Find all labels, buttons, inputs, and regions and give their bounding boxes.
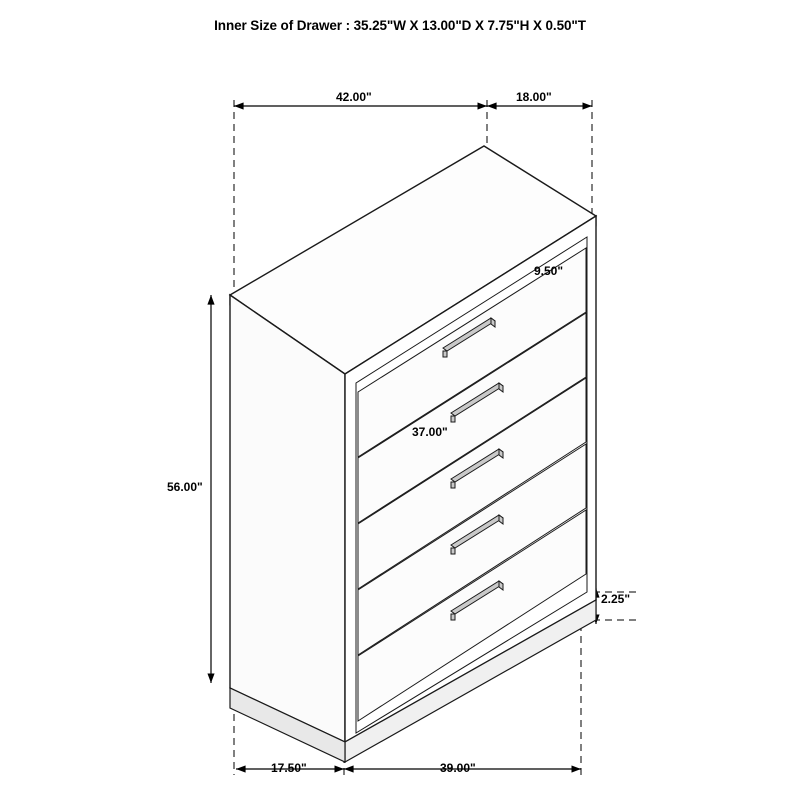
dimension-label-base-width: 39.00": [440, 761, 476, 775]
dimension-label-depth-top-side: 18.00": [516, 90, 552, 104]
drawer-handle-3-post: [451, 482, 455, 488]
dimension-label-width-top-front: 42.00": [336, 90, 372, 104]
chest-illustration: [230, 146, 596, 762]
dimension-label-diagonal-front: 37.00": [412, 425, 448, 439]
drawer-handle-5-post: [451, 614, 455, 620]
chest-left-panel: [230, 295, 345, 742]
drawer-handle-1-post: [443, 351, 447, 357]
dimension-label-top-drawer-gap: 9.50": [534, 264, 564, 278]
dimension-label-base-height: 2.25": [601, 592, 631, 606]
dimension-label-base-depth: 17.50": [271, 761, 307, 775]
dimension-label-total-height: 56.00": [167, 480, 203, 494]
page-title: Inner Size of Drawer : 35.25"W X 13.00"D X 7.75"H X 0.50"T: [214, 18, 586, 33]
drawer-handle-4-post: [451, 548, 455, 554]
drawer-handle-2-post: [451, 416, 455, 422]
